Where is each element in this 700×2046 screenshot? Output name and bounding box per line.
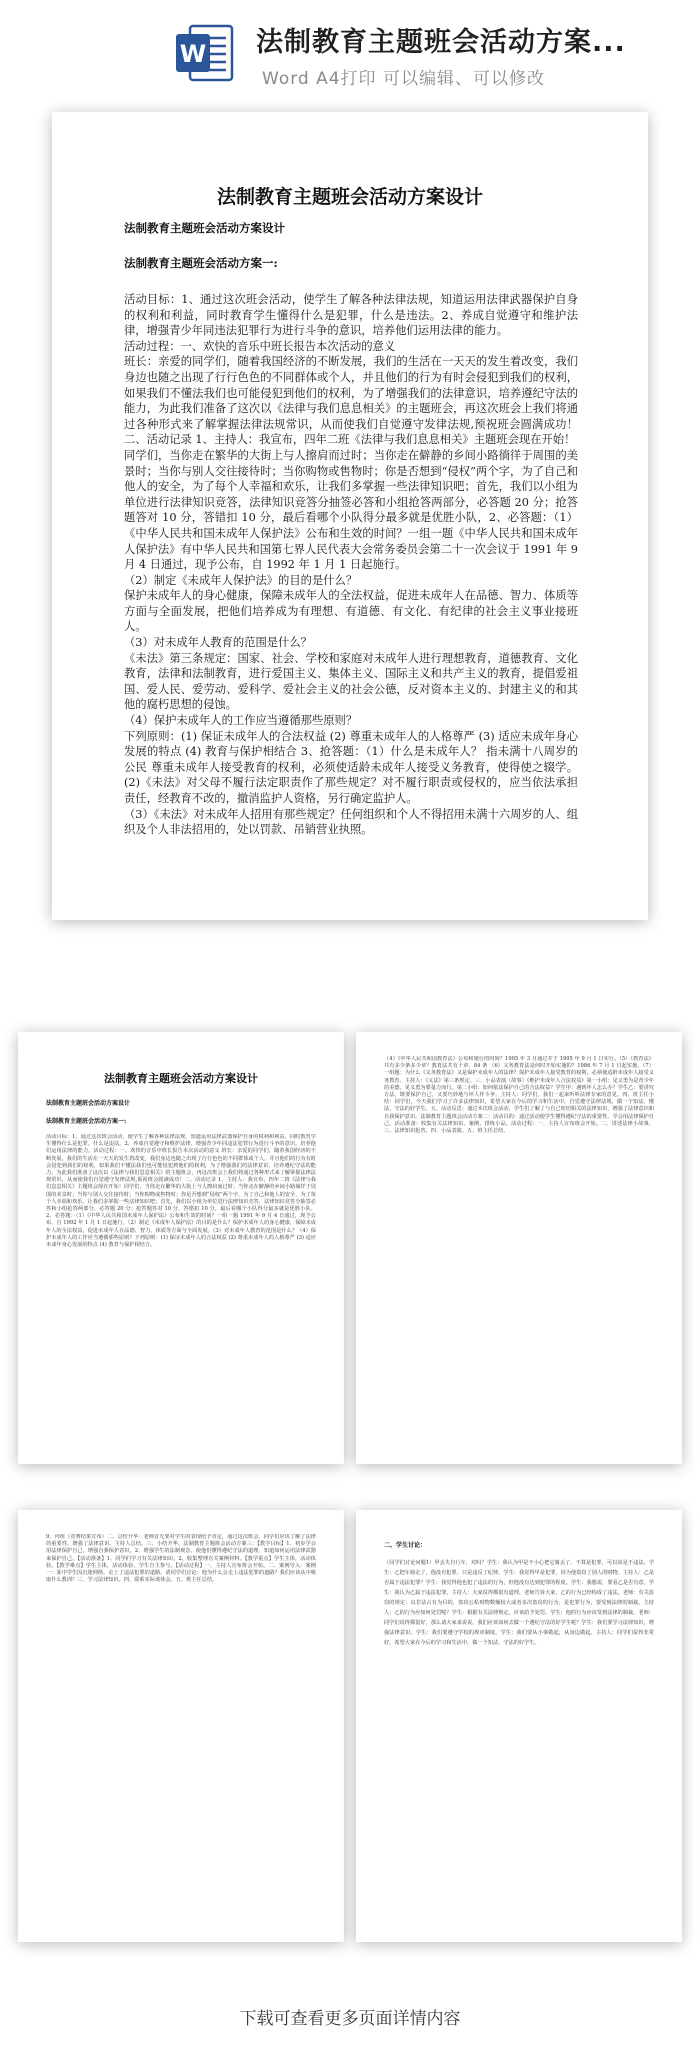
thumb-text: （4）《中华人民共和国教育法》公布和施行的时间？1995 年 3 月通过并于 1995 年 9 月 1 日实行。（5）《教育法》共有多少条多少章？教育法共有十章、84 条 （6）义务教育法是何时开始实施的？1986 年 7 月 1 日起实施。（7）一组题：为什么《义务教育法》又是保护未成年人的法律？保护未成年人接受教育的权利，必须使适龄未成年人接受义务教育。主持人：《义法》第三条规定。三、小品表演（故事）《维护未成年人合法权益》第一小组：见义勇为是青少年的美德，见义勇为要量力而行。第二小组：如何依法保护自己的合法权益？学生甲：遇到坏人怎么办？学生乙：要讲究方法，既要保护自己，又要巧妙地与坏人作斗争。主持人：同学们，我们一起来听听法律专家的意见。四、班主任小结：同学们，今天我们学习了许多法律知识，希望大家在今后的学习和生活中，自觉遵守法律法规，做一个知法、懂法、守法的好学生。五、活动反思：通过本次班会活动，学生们了解了与自己密切相关的法律知识，增强了法律意识和自我保护意识。法制教育主题班会活动方案二：活动目的：通过活动使学生懂得遵纪守法的重要性，学会用法律保护自己。活动准备：收集有关法律知识、案例，排练小品。活动过程：一、主持人宣布班会开始。二、讲述法律小故事。三、法律知识抢答。四、小品表演。五、班主任总结。 (384, 1056, 654, 1135)
word-doc-icon (174, 22, 236, 84)
thumb-section: 法制教育主题班会活动方案一: (46, 1118, 127, 1125)
page-heading: 法制教育主题班会活动方案设计 (216, 186, 483, 208)
thumb-heading: 法制教育主题班会活动方案设计 (104, 1072, 258, 1085)
thumb-text: （同学们讨论问题1）甲丢失自行车，对吗？学生：我认为甲是不小心把它骑丢了，不算是犯罪，可以说是不违法。学生：乙把车骑走了，他没有犯罪，只是违反了纪律。学生：我觉得甲是犯罪，因为他盗窃了别人的财物。主持人：乙是否属于违法犯罪？学生：我觉得他也犯了违法的行为，但他没有达到犯罪的程度。学生：我想说，要看乙是否有意。学生：我认为乙属于违法犯罪。主持人：大家说得都很有道理，老师告诉大家，乙的行为已经构成了违法。老师：有关盗窃的规定：以非法占有为目的，盗窃公私财物数额较大或者多次盗窃的行为，是犯罪行为，要受到法律的制裁。主持人：乙的行为应如何处罚呢？学生：根据有关法律规定，应该给予处罚。学生：他的行为应该受到法律的制裁。老师：同学们说得都很好，那么请大家来说说，我们应该如何去做一个遵纪守法的好学生呢？学生：我们要学习法律知识，增强法律意识。学生：我们要遵守学校的规章制度。学生：我们要从小事做起，从身边做起。主持人：同学们说得非常好，希望大家在今后的学习和生活中，做一个知法、守法的好学生。 (384, 1560, 654, 1646)
body-paragraph: 活动目标：1、通过这次班会活动，使学生了解各种法律法规，知道运用法律武器保护自身的权利和利益，同时教育学生懂得什么是犯罪，什么是违法。2、养成自觉遵守和维护法律，增强青少年同违法犯罪行为进行斗争的意识，培养他们运用法律的能力。 (124, 293, 578, 338)
page-thumbnail-2[interactable] (356, 1032, 682, 1464)
page-thumbnail-3[interactable] (18, 1510, 344, 1942)
page-body (124, 292, 578, 838)
body-paragraph: 活动过程：一、欢快的音乐中班长报告本次活动的意义 (124, 339, 396, 353)
body-paragraph: （4）保护未成年人的工作应当遵循那些原则？ (124, 714, 358, 728)
thumb-text: 活动目标：1、通过这次班会活动，使学生了解各种法律法规，知道运用法律武器保护自身的权利和利益，同时教育学生懂得什么是犯罪，什么是违法。2、养成自觉遵守和维护法律，增强青少年同违法犯罪行为进行斗争的意识，培养他们运用法律的能力。活动过程：一、欢快的音乐中班长报告本次活动的意义 班长：亲爱的同学们，随着我国经济的不断发展，我们的生活在一天天的发生着改变，我们身边也随之出现了行行色色的不同群体或个人，并且他们的行为有时会侵犯到我们的权利，如果我们不懂法我们也可能侵犯到他们的权利，为了增强我们的法律意识，培养遵纪守法的能力，为此我们准备了这次以《法律与我们息息相关》的主题班会，再这次班会上我们将通过各种形式来了解掌握法律法规常识，从而使我们自觉遵守发律法规,预祝班会圆满成功！二、活动记录 1、主持人：我宣布，四年二班《法律与我们息息相关》主题班会现在开始！同学们，当你走在繁华的大街上与人擦肩而过时；当你走在僻静的乡间小路徜徉于周围的美景时；当你与别人交往接待时；当你购物或售物时；你是否想到“侵权”两个字，为了自己和他人的安全，为了每个人幸福和欢乐，让我们多掌握一些法律知识吧；首先，我们以小组为单位进行法律知识竞答，法律知识竞答分抽签必答和小组抢答两部分，必答题 20 分；抢答题答对 10 分，答错扣 10 分，最后看哪个小队得分最多就是优胜小队。2、必答题：（1）《中华人民共和国未成年人保护法》公布和生效的时间？一组一题 1991 年 9 月 4 日通过，现予公布，自 1992 年 1 月 1 日起施行。（2）制定《未成年人保护法》的目的是什么？保护未成年人的身心健康，保障未成年人的全法权益，促进未成年人在品德、智力、体质等方面与全面发展。（3）对未成年人教育的范围是什么？（4）保护未成年人的工作应当遵循那些原则？下列原则：(1) 保证未成年人的合法权益 (2) 尊重未成年人的人格尊严 (3) 适应未成年身心发展的特点 (4) 教育与保护相结合。 (46, 1134, 316, 1249)
body-paragraph: 下列原则：(1) 保证未成年人的合法权益 (2) 尊重未成年人的人格尊严 (3) 适应未成年身心发展的特点 (4) 教育与保护相结合 3、抢答题：（1）什么是未成年人？ 指未满十八周岁的公民 尊重未成年人接受教育的权利，必须使适龄未成年人接受义务教育，使得使之辍学。(2)《未法》对父母不履行法定职责作了那些规定？对不履行职责或侵权的，应当依法承担责任，经教育不改的，撤消监护人资格，另行确定监护人。 (124, 729, 578, 805)
body-paragraph: 班长：亲爱的同学们，随着我国经济的不断发展，我们的生活在一天天的发生着改变，我们身边也随之出现了行行色色的不同群体或个人，并且他们的行为有时会侵犯到我们的权利，如果我们不懂法我们也可能侵犯到他们的权利，为了增强我们的法律意识，培养遵纪守法的能力，为此我们准备了这次以《法律与我们息息相关》的主题班会，再这次班会上我们将通过各种形式来了解掌握法律法规常识，从而使我们自觉遵守发律法规,预祝班会圆满成功！二、活动记录 1、主持人：我宣布，四年二班《法律与我们息息相关》主题班会现在开始！ (124, 355, 578, 447)
thumb-section: 二、学生讨论： (384, 1542, 427, 1549)
body-paragraph: （3）对未成年人教育的范围是什么？ (124, 636, 312, 650)
page-subheading: 法制教育主题班会活动方案设计 (124, 221, 285, 235)
body-paragraph: （2）制定《未成年人保护法》的目的是什么？ (124, 573, 358, 587)
thumb-text: 9、丙组（竞赛结果宣布）二、总结升华：老师首先要对学生的表现给予肯定，通过这次班会，同学们应该了解了法律的重要性，增强了法律意识。主持人总结。三、小结升华。法制教育主题班会活动方案三：【教学目标】1、初步学会用法律保护自己，增强自我保护意识。2、增强学生的法制观念，使他们懂得遵纪守法的道理，知道如何运用法律武器来保护自己。【活动准备】1、同学们学习有关法律知识。2、收集整理有关案例材料。【教学重点】学生主体，活动体验。【教学难点】学生主体，活动体验，学生自主参与。【活动过程】一、主持人宣布班会开始。二、案例导入：案例一：某中学生因沉迷网络，走上了违法犯罪的道路。请同学们讨论：他为什么会走上违法犯罪的道路？我们应该从中吸取什么教训？三、学习法律知识。四、联系实际谈体会。五、班主任总结。 (46, 1534, 316, 1584)
download-more-link[interactable]: 下载可查看更多页面详情内容 (239, 2009, 461, 2029)
page-thumbnail-1[interactable] (18, 1032, 344, 1464)
body-paragraph: 《未法》第三条规定：国家、社会、学校和家庭对未成年人进行理想教育，道德教育、文化教育，法律和法制教育，进行爱国主义、集体主义、国际主义和共产主义的教育，提倡爱祖国、爱人民、爱劳动、爱科学、爱社会主义的社会公德，反对资本主义的、封建主义的和其他的腐朽思想的侵蚀。 (124, 651, 578, 712)
document-title: 法制教育主题班会活动方案... (256, 27, 626, 58)
body-paragraph: 保护未成年人的身心健康，保障未成年人的全法权益，促进未成年人在品德、智力、体质等方面与全面发展，把他们培养成为有理想、有道德、有文化、有纪律的社会主义事业接班人。 (124, 589, 578, 634)
header-banner (0, 0, 700, 100)
body-paragraph: （3）《未法》对未成年人招用有那些规定？任何组织和个人不得招用未满十六周岁的人、组织及个人非法招用的，处以罚款、吊销营业执照。 (124, 807, 578, 837)
page-thumbnail-4[interactable] (356, 1510, 682, 1942)
document-subtitle: Word A4打印 可以编辑、可以修改 (262, 69, 545, 89)
word-icon-letter: W (179, 40, 207, 68)
main-page-preview[interactable] (52, 112, 648, 920)
thumb-subheading: 法制教育主题班会活动方案设计 (46, 1100, 131, 1107)
body-paragraph: 同学们，当你走在繁华的大街上与人擦肩而过时；当你走在僻静的乡间小路徜徉于周围的美景时；当你与别人交往接待时；当你购物或售物时；你是否想到“侵权”两个字，为了自己和他人的安全，为了每个人幸福和欢乐，让我们多掌握一些法律知识吧；首先，我们以小组为单位进行法律知识竞答，法律知识竞答分抽签必答和小组抢答两部分，必答题 20 分；抢答题答对 10 分，答错扣 10 分，最后看哪个小队得分最多就是优胜小队，2、必答题：（1）《中华人民共和国未成年人保护法》公布和生效的时间？一组一题《中华人民共和国未成年人保护法》有中华人民共和国第七界人民代表大会常务委员会第二十一次会议于 1991 年 9 月 4 日通过，现予公布，自 1992 年 1 月 1 日起施行。 (124, 448, 578, 572)
section-heading: 法制教育主题班会活动方案一: (124, 256, 278, 270)
